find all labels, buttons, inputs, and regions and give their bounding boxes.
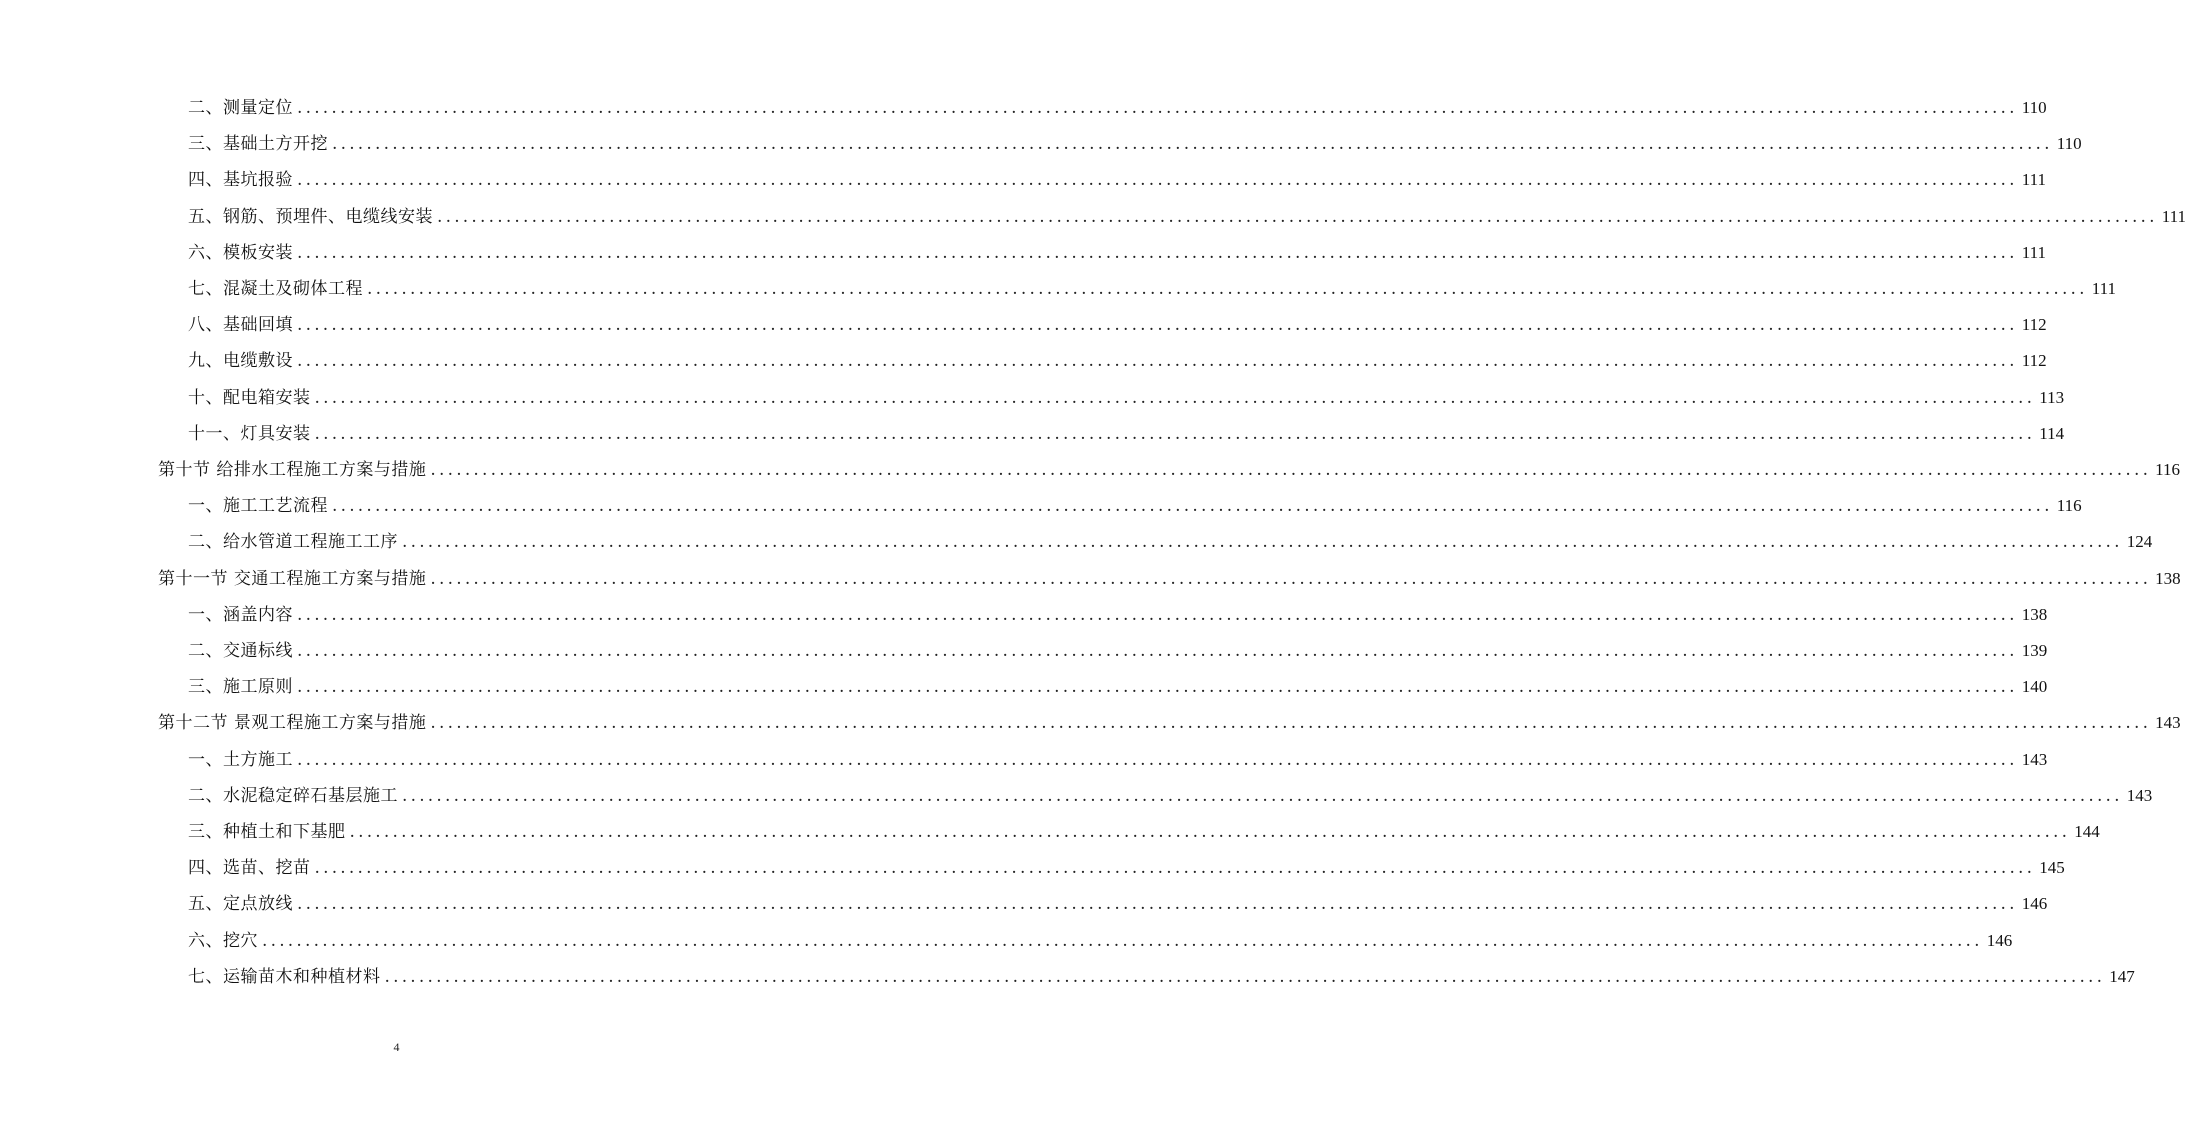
toc-dot-leader: ........................................................................................................................................................................................................ [332, 134, 2053, 155]
toc-subsection-entry[interactable] [188, 162, 2047, 198]
toc-dot-leader: ........................................................................................................................................................................................................ [430, 713, 2152, 734]
toc-subsection-entry[interactable] [188, 380, 2065, 416]
toc-entry-page: 111 [2091, 279, 2117, 298]
toc-subsection-entry[interactable] [188, 850, 2065, 886]
toc-dot-leader: ........................................................................................................................................................................................................ [384, 966, 2106, 987]
toc-entry-title: 七、混凝土及砌体工程 [188, 279, 363, 299]
toc-entry-page: 111 [2161, 206, 2186, 226]
toc-entry-title: 八、基础回填 [188, 315, 293, 336]
toc-section-entry[interactable] [158, 705, 2181, 741]
toc-entry-title: 第十二节 景观工程施工方案与措施 [158, 713, 427, 734]
toc-subsection-entry[interactable] [188, 199, 2186, 235]
toc-dot-leader: ........................................................................................................................................................................................................ [430, 460, 2152, 480]
toc-dot-leader: ........................................................................................................................................................................................................ [402, 785, 2123, 806]
toc-section-entry[interactable] [158, 561, 2181, 597]
toc-entry-title: 第十一节 交通工程施工方案与措施 [158, 568, 427, 589]
toc-entry-page: 110 [2021, 98, 2047, 117]
toc-entry-title: 二、水泥稳定碎石基层施工 [188, 785, 398, 806]
page-number: 4 [393, 1040, 400, 1054]
toc-entry-page: 143 [2126, 785, 2153, 805]
toc-dot-leader: ........................................................................................................................................................................................................ [297, 315, 2018, 336]
toc-subsection-entry[interactable] [188, 959, 2135, 995]
toc-dot-leader: ........................................................................................................................................................................................................ [402, 532, 2123, 553]
toc-entry-title: 三、基础土方开挖 [188, 134, 328, 155]
toc-entry-page: 116 [2056, 496, 2082, 516]
toc-entry-title: 一、土方施工 [188, 749, 293, 770]
toc-dot-leader: ........................................................................................................................................................................................................ [314, 423, 2036, 444]
toc-entry-page: 116 [2155, 460, 2181, 479]
toc-entry-page: 144 [2074, 822, 2100, 841]
toc-entry-title: 二、交通标线 [188, 641, 293, 661]
toc-entry-title: 九、电缆敷设 [188, 351, 293, 372]
toc-dot-leader: ........................................................................................................................................................................................................ [297, 677, 2018, 698]
toc-entry-title: 十、配电箱安装 [188, 387, 311, 408]
toc-subsection-entry[interactable] [188, 524, 2153, 560]
toc-entry-title: 五、定点放线 [188, 894, 293, 915]
toc-dot-leader: ........................................................................................................................................................................................................ [297, 749, 2018, 770]
toc-entry-page: 124 [2126, 532, 2153, 552]
toc-entry-page: 143 [2155, 713, 2181, 733]
toc-dot-leader: ........................................................................................................................................................................................................ [297, 894, 2018, 915]
toc-entry-page: 139 [2021, 641, 2048, 660]
toc-entry-title: 二、测量定位 [188, 98, 293, 118]
toc-subsection-entry[interactable] [188, 126, 2082, 162]
toc-entry-title: 一、施工工艺流程 [188, 496, 328, 517]
toc-entry-page: 114 [2039, 423, 2065, 443]
toc-dot-leader: ........................................................................................................................................................................................................ [314, 858, 2036, 879]
toc-dot-leader: ........................................................................................................................................................................................................ [349, 822, 2071, 842]
toc-entry-page: 110 [2056, 134, 2082, 154]
toc-entry-page: 112 [2021, 351, 2047, 371]
toc-dot-leader: ........................................................................................................................................................................................................ [297, 170, 2018, 191]
toc-entry-page: 138 [2155, 568, 2181, 588]
toc-entry-page: 112 [2021, 315, 2047, 335]
toc-entry-page: 146 [2021, 894, 2048, 914]
toc-entry-page: 113 [2039, 387, 2065, 407]
toc-subsection-entry[interactable] [188, 416, 2065, 452]
toc-entry-title: 五、钢筋、预埋件、电缆线安装 [188, 206, 433, 227]
toc-entry-page: 147 [2109, 966, 2135, 986]
toc-entry-page: 140 [2021, 677, 2048, 697]
toc-subsection-entry[interactable] [188, 814, 2100, 850]
toc-entry-page: 146 [1986, 930, 2013, 950]
toc-subsection-entry[interactable] [188, 488, 2082, 524]
toc-section-entry[interactable] [158, 452, 2181, 488]
toc-entry-page: 138 [2021, 604, 2048, 624]
toc-entry-title: 一、涵盖内容 [188, 604, 293, 625]
toc-entry-title: 六、挖穴 [188, 930, 258, 951]
toc-subsection-entry[interactable] [188, 343, 2047, 379]
toc-subsection-entry[interactable] [188, 742, 2048, 778]
toc-dot-leader: ........................................................................................................................................................................................................ [297, 604, 2018, 625]
toc-entry-title: 三、施工原则 [188, 677, 293, 698]
toc-entry-page: 111 [2021, 242, 2047, 262]
toc-dot-leader: ........................................................................................................................................................................................................ [297, 98, 2018, 118]
toc-dot-leader: ........................................................................................................................................................................................................ [437, 206, 2158, 227]
toc-dot-leader: ........................................................................................................................................................................................................ [297, 641, 2018, 661]
toc-entry-title: 四、基坑报验 [188, 170, 293, 191]
toc-subsection-entry[interactable] [188, 886, 2048, 922]
toc-entry-page: 143 [2021, 749, 2048, 769]
toc-subsection-entry[interactable] [188, 669, 2048, 705]
toc-entry-title: 第十节 给排水工程施工方案与措施 [158, 460, 427, 480]
toc-subsection-entry[interactable] [188, 597, 2048, 633]
toc-entry-page: 111 [2021, 170, 2047, 190]
toc-subsection-entry[interactable] [188, 235, 2047, 271]
toc-dot-leader: ........................................................................................................................................................................................................ [430, 568, 2152, 589]
toc-entry-title: 六、模板安装 [188, 242, 293, 263]
toc-subsection-entry[interactable] [188, 633, 2048, 669]
toc-dot-leader: ........................................................................................................................................................................................................ [297, 242, 2018, 263]
toc-dot-leader: ........................................................................................................................................................................................................ [262, 930, 1983, 951]
toc-entry-page: 145 [2039, 858, 2065, 878]
toc-dot-leader: ........................................................................................................................................................................................................ [332, 496, 2053, 517]
toc-subsection-entry[interactable] [188, 923, 2013, 959]
toc-dot-leader: ........................................................................................................................................................................................................ [367, 279, 2088, 299]
toc-dot-leader: ........................................................................................................................................................................................................ [314, 387, 2036, 408]
toc-entry-title: 十一、灯具安装 [188, 423, 311, 444]
toc-entry-title: 三、种植土和下基肥 [188, 822, 346, 842]
toc-subsection-entry[interactable] [188, 778, 2153, 814]
toc-subsection-entry[interactable] [188, 90, 2047, 126]
toc-dot-leader: ........................................................................................................................................................................................................ [297, 351, 2018, 372]
toc-entry-title: 七、运输苗木和种植材料 [188, 966, 381, 987]
toc-entry-title: 二、给水管道工程施工工序 [188, 532, 398, 553]
toc-subsection-entry[interactable] [188, 307, 2047, 343]
toc-entry-title: 四、选苗、挖苗 [188, 858, 311, 879]
toc-subsection-entry[interactable] [188, 271, 2117, 307]
